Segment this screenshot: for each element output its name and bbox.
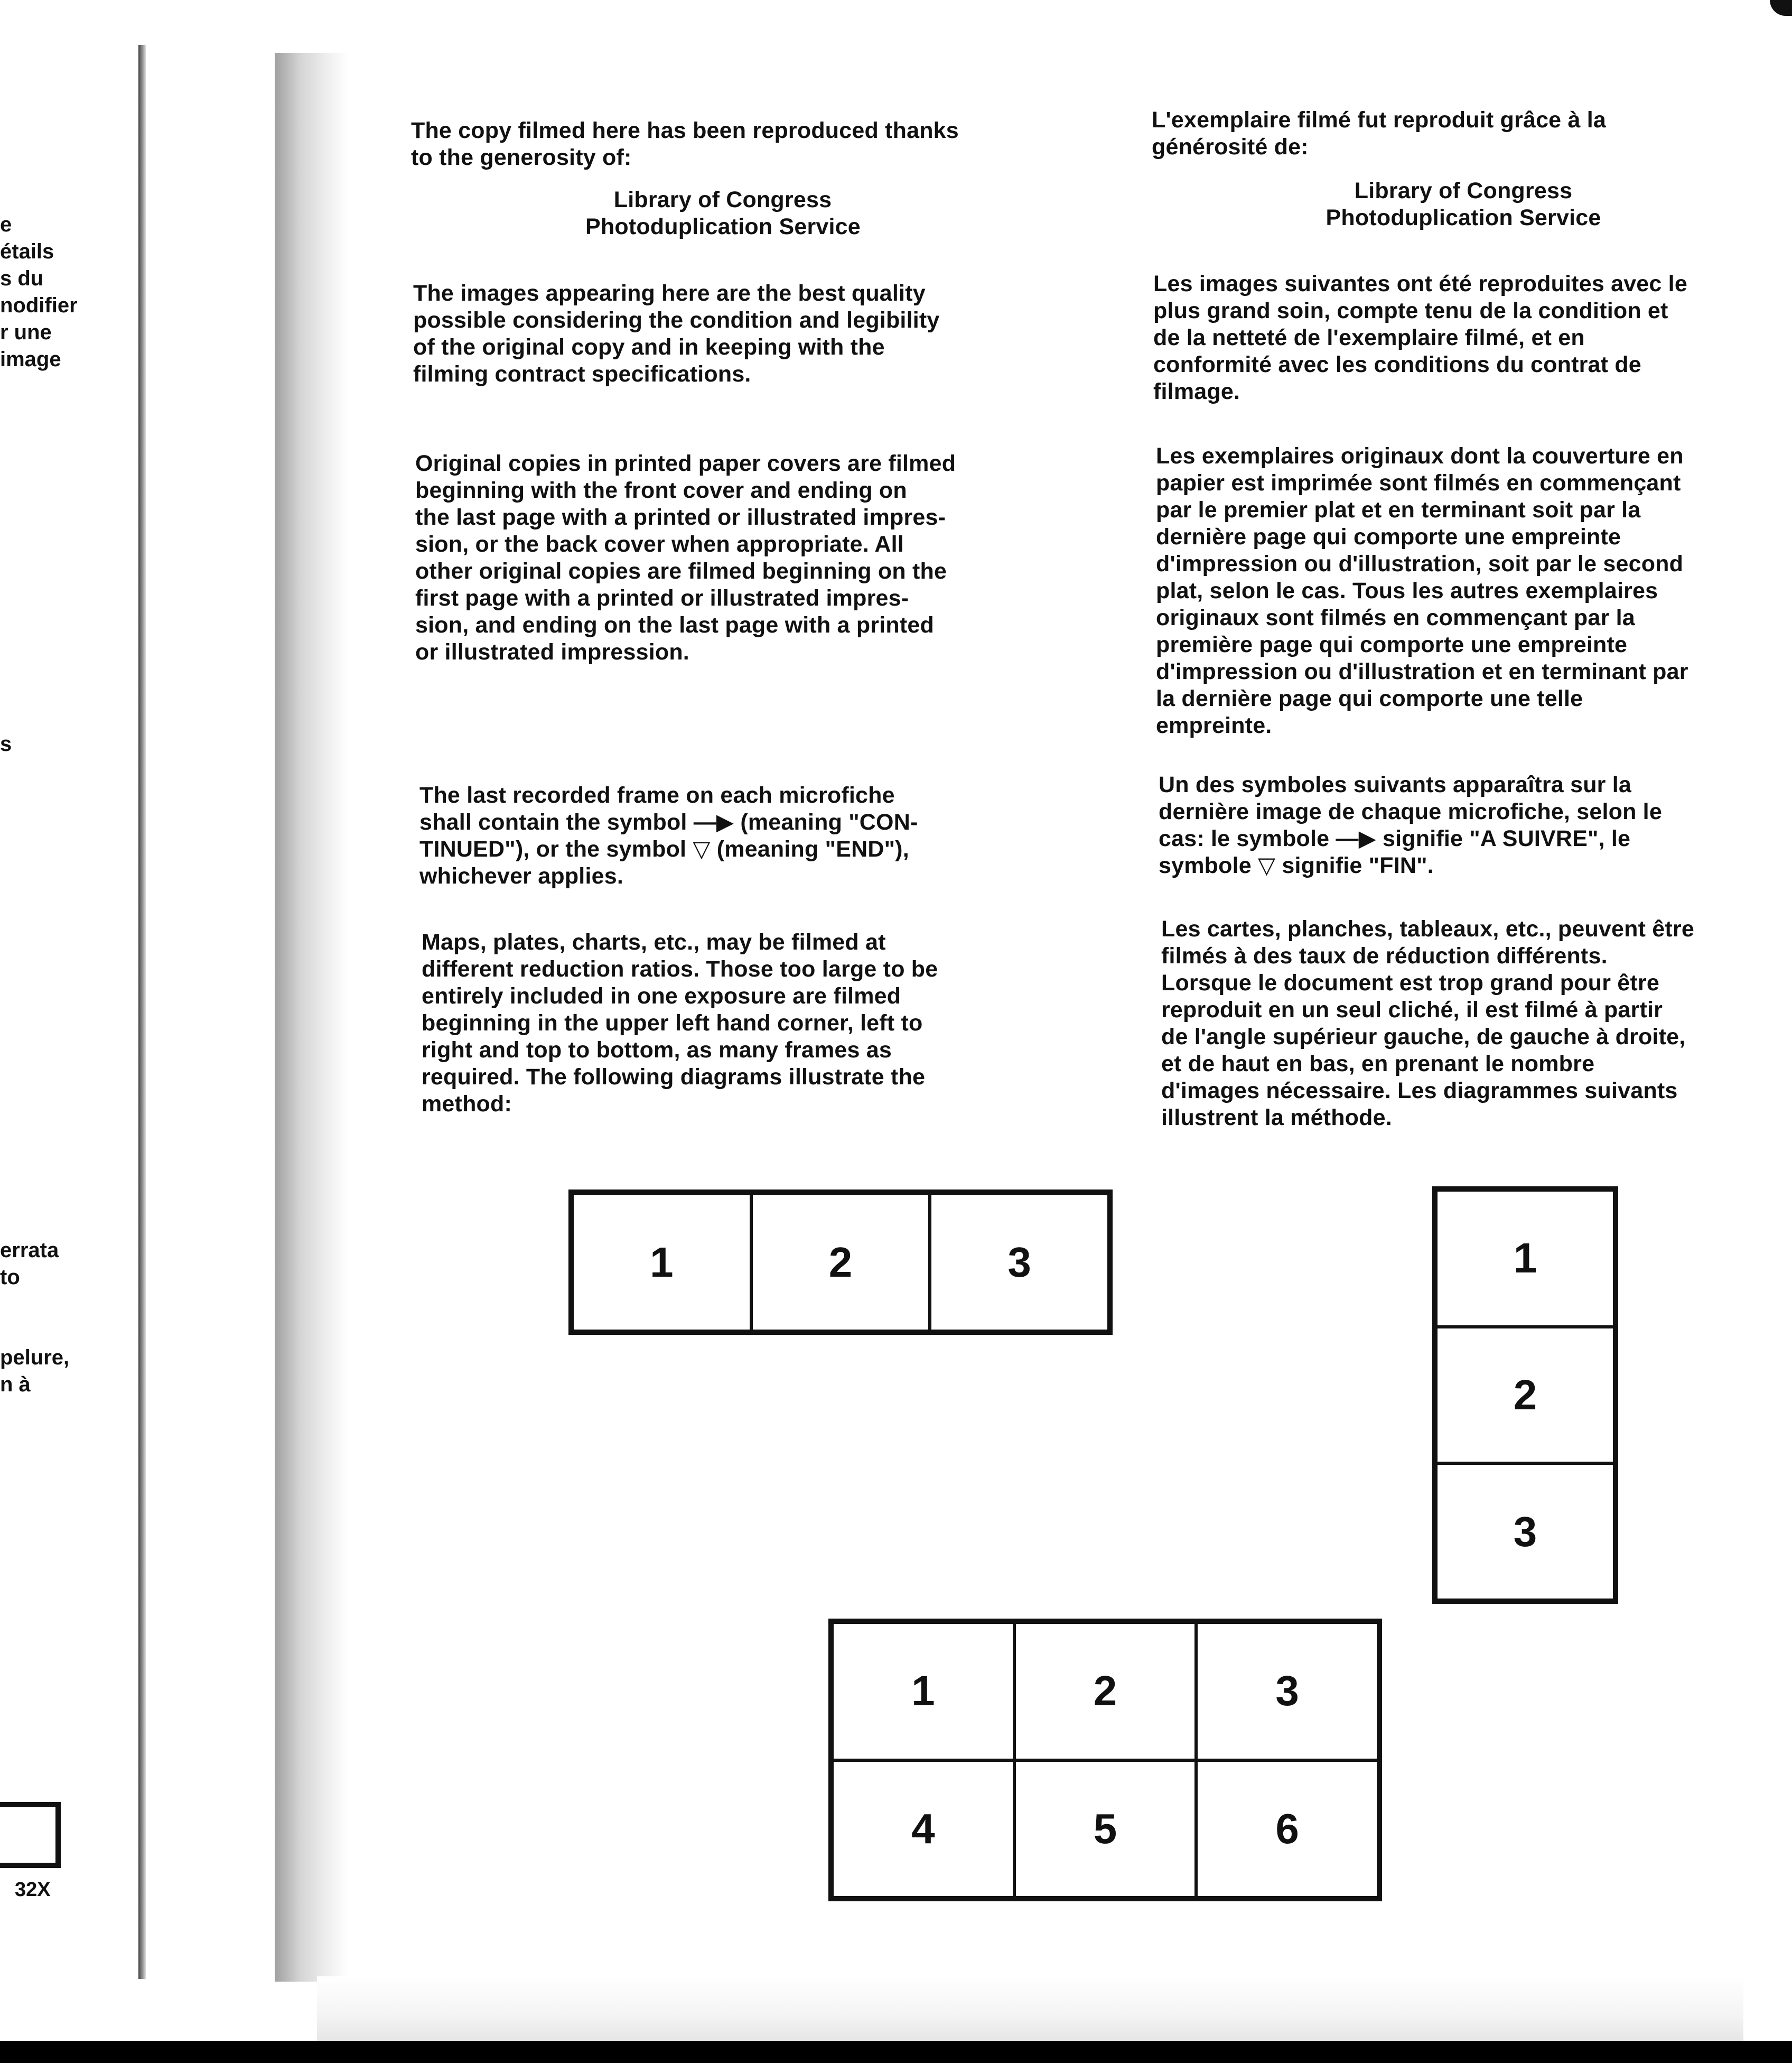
frame-cell: 2 <box>751 1193 930 1331</box>
frame-cell: 1 <box>832 1622 1014 1760</box>
english-institution: Library of Congress Photoduplication Service <box>585 187 861 239</box>
frame-cell: 4 <box>832 1760 1014 1898</box>
previous-page-strip <box>0 0 142 1976</box>
fragment-text: nodifier <box>0 294 78 317</box>
page-bottom-shadow <box>317 1976 1743 2041</box>
french-symbols-paragraph: Un des symboles suivants apparaîtra sur la dernière image de chaque microfiche, selon le cas: le symbole —▶ signifie "A SUIVRE", le symbole ▽ signifie "FIN". <box>1159 772 1662 878</box>
fragment-text: r une <box>0 321 52 344</box>
english-symbols-paragraph: The last recorded frame on each microfiche shall contain the symbol —▶ (meaning "CON- TINUED"), or the symbol ▽ (meaning "END"), whichever applies. <box>419 783 918 889</box>
french-institution: Library of Congress Photoduplication Service <box>1326 178 1601 230</box>
fragment-text: e <box>0 213 12 236</box>
frame-cell: 3 <box>1196 1622 1378 1760</box>
fragment-text: to <box>0 1266 20 1289</box>
fragment-text: s <box>0 732 12 756</box>
reduction-label: 32X <box>15 1879 51 1901</box>
english-intro: The copy filmed here has been reproduced thanks to the generosity of: <box>411 118 959 170</box>
french-quality-paragraph: Les images suivantes ont été reproduites avec le plus grand soin, compte tenu de la condition et de la netteté de l'exemplaire filmé, et en conformité avec les conditions du contrat de filmage. <box>1153 271 1687 404</box>
english-quality-paragraph: The images appearing here are the best quality possible considering the condition and legibility of the original copy and in keeping with the filming contract specifications. <box>413 281 940 387</box>
frame-cell: 6 <box>1196 1760 1378 1898</box>
scan-corner-mark <box>1770 0 1792 16</box>
frame-cell: 2 <box>1014 1622 1197 1760</box>
french-covers-paragraph: Les exemplaires originaux dont la couverture en papier est imprimée sont filmés en commençant par le premier plat et en terminant soit par la dernière page qui comporte une empreinte d'impression ou d'illustration, soit par le second plat, selon le cas. Tous les autres exemplaires originaux sont filmés en commençant par la première page qui comporte une empreinte d'impression ou d'illustration et en terminant par la dernière page qui comporte une telle empreinte. <box>1156 443 1688 738</box>
fragment-text: pelure, <box>0 1346 70 1369</box>
diagram-grid-frames <box>828 1619 1382 1901</box>
reduction-target-box <box>0 1802 61 1868</box>
frame-cell: 5 <box>1014 1760 1197 1898</box>
english-covers-paragraph: Original copies in printed paper covers are filmed beginning with the front cover and ending on the last page with a printed or illustrated impres- sion, or the back cover when appropriate. All other original copies are filmed beginning on the first page with a printed or illustrated impres- sion, and ending on the last page with a printed or illustrated impression. <box>415 451 956 665</box>
frame-cell: 3 <box>1436 1463 1614 1600</box>
fragment-text: étails <box>0 240 54 263</box>
french-maps-paragraph: Les cartes, planches, tableaux, etc., peuvent être filmés à des taux de réduction différents. Lorsque le document est trop grand pour être reproduit en un seul cliché, il est filmé à partir de l'angle supérieur gauche, de gauche à droite, et de haut en bas, en prenant le nombre d'images nécessaire. Les diagrammes suivants illustrent la méthode. <box>1161 916 1694 1130</box>
english-maps-paragraph: Maps, plates, charts, etc., may be filmed at different reduction ratios. Those too large to be entirely included in one exposure are filmed beginning in the upper left hand corner, left to right and top to bottom, as many frames as required. The following diagrams illustrate the method: <box>422 930 938 1117</box>
frame-cell: 1 <box>1436 1190 1614 1327</box>
french-intro: L'exemplaire filmé fut reproduit grâce à la générosité de: <box>1152 107 1606 160</box>
page-gutter-shadow <box>275 53 349 1982</box>
scan-border <box>0 2041 1792 2063</box>
diagram-horizontal-frames <box>568 1190 1113 1335</box>
frame-cell: 1 <box>572 1193 751 1331</box>
fragment-text: n à <box>0 1373 31 1396</box>
fragment-text: errata <box>0 1239 59 1262</box>
diagram-vertical-frames <box>1432 1186 1618 1604</box>
fragment-text: s du <box>0 267 44 290</box>
frame-cell: 2 <box>1436 1327 1614 1464</box>
frame-cell: 3 <box>930 1193 1109 1331</box>
fragment-text: image <box>0 348 61 371</box>
